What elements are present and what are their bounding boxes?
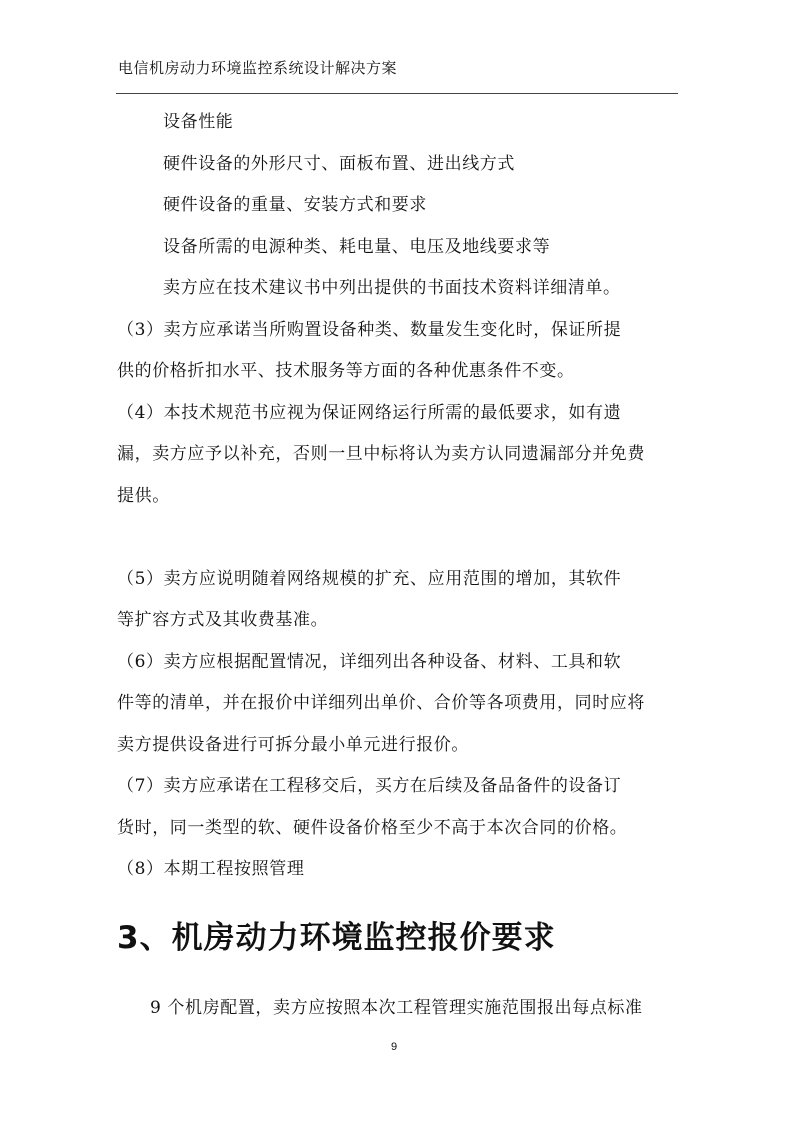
text-line: （3）卖方应承诺当所购置设备种类、数量发生变化时，保证所提 bbox=[117, 320, 622, 340]
text-line: 卖方应在技术建议书中列出提供的书面技术资料详细清单。 bbox=[163, 278, 621, 298]
text-line: 件等的清单，并在报价中详细列出单价、合价等各项费用，同时应将 bbox=[117, 693, 645, 713]
text-line: 9 个机房配置，卖方应按照本次工程管理实施范围报出每点标准 bbox=[150, 998, 643, 1018]
text-line: 卖方提供设备进行可拆分最小单元进行报价。 bbox=[117, 735, 469, 755]
text-line: 硬件设备的外形尺寸、面板布置、进出线方式 bbox=[163, 154, 515, 174]
text-line: 设备性能 bbox=[163, 112, 234, 132]
text-line: 供的价格折扣水平、技术服务等方面的各种优惠条件不变。 bbox=[117, 361, 575, 381]
text-line: （6）卖方应根据配置情况，详细列出各种设备、材料、工具和软 bbox=[117, 652, 622, 672]
text-line: 硬件设备的重量、安装方式和要求 bbox=[163, 195, 427, 215]
page-number: 9 bbox=[391, 1041, 398, 1053]
header-divider bbox=[116, 93, 678, 94]
text-line: （4）本技术规范书应视为保证网络运行所需的最低要求，如有遗 bbox=[117, 403, 622, 423]
text-line: 等扩容方式及其收费基准。 bbox=[117, 610, 329, 630]
running-header: 电信机房动力环境监控系统设计解决方案 bbox=[118, 59, 398, 77]
text-line: 提供。 bbox=[117, 486, 170, 506]
text-line: 漏，卖方应予以补充，否则一旦中标将认为卖方认同遗漏部分并免费 bbox=[117, 444, 645, 464]
text-line: 设备所需的电源种类、耗电量、电压及地线要求等 bbox=[163, 237, 551, 257]
text-line: （5）卖方应说明随着网络规模的扩充、应用范围的增加，其软件 bbox=[117, 569, 622, 589]
section-heading: 3、机房动力环境监控报价要求 bbox=[117, 920, 556, 956]
text-line: 货时，同一类型的软、硬件设备价格至少不高于本次合同的价格。 bbox=[117, 818, 628, 838]
text-line: （8）本期工程按照管理 bbox=[117, 859, 305, 879]
text-line: （7）卖方应承诺在工程移交后，买方在后续及备品备件的设备订 bbox=[117, 776, 622, 796]
